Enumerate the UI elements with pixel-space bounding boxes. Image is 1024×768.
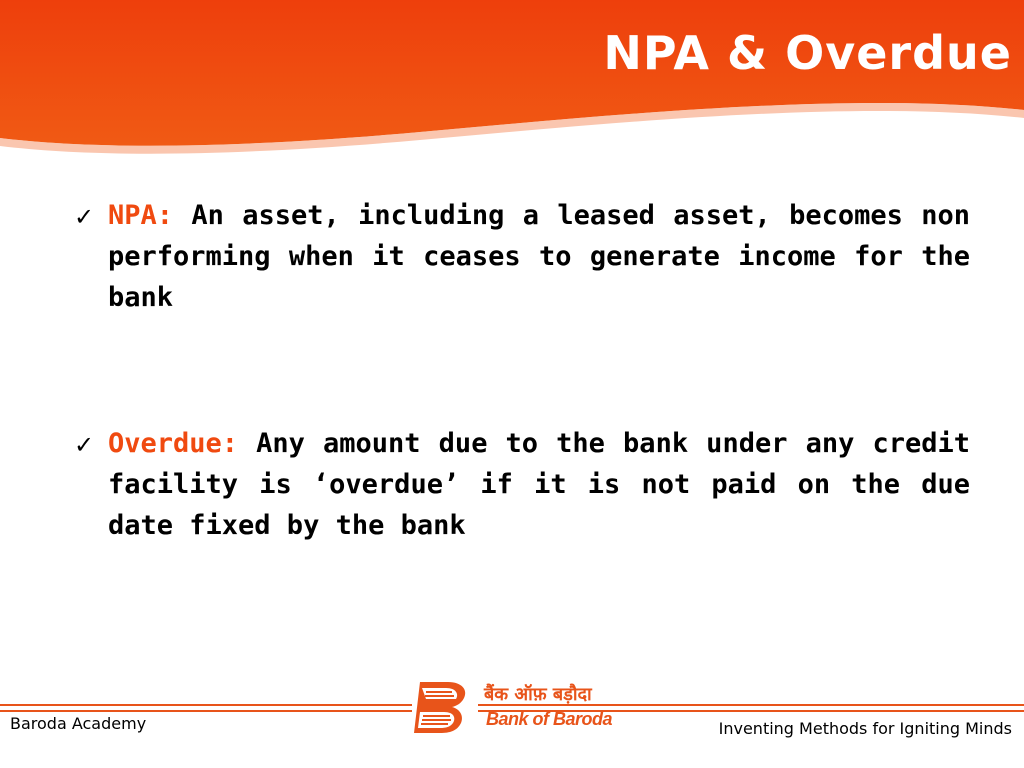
term-overdue: Overdue:: [108, 428, 257, 459]
logo-english-text: Bank of Baroda: [486, 709, 613, 729]
term-npa: NPA:: [108, 200, 192, 231]
bank-of-baroda-logo: [412, 678, 612, 736]
page-title: NPA & Overdue: [603, 26, 1012, 80]
bullet-overdue: [74, 423, 970, 546]
baroda-sunrays-icon: [412, 678, 478, 736]
bullet-list: [74, 195, 970, 546]
header-band: [0, 0, 1024, 160]
checkmark-icon: ✓: [74, 431, 95, 459]
definition-overdue: Any amount due to the bank under any credit facility is ‘overdue’ if it is not paid on the due date fixed by the bank: [108, 428, 970, 541]
logo-hindi-text: बैंक ऑफ़ बड़ौदा: [484, 684, 592, 705]
checkmark-icon: ✓: [74, 203, 95, 231]
bullet-npa: [74, 195, 970, 318]
footer-left-text: Baroda Academy: [10, 714, 147, 733]
footer-tagline: Inventing Methods for Igniting Minds: [718, 719, 1012, 738]
definition-npa: An asset, including a leased asset, becomes non performing when it ceases to generate income for the bank: [108, 200, 970, 313]
